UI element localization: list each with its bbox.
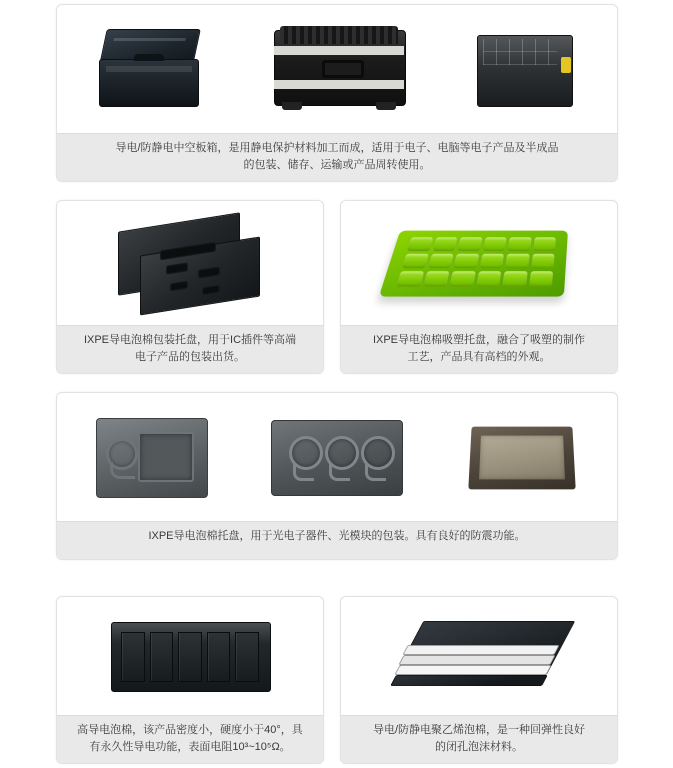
caption-line: 工艺，产品具有高档的外观。 (407, 351, 551, 364)
product-card-ixpe-foam-blister-tray[interactable] (340, 200, 618, 374)
product-caption (341, 325, 617, 374)
caption-line: 导电/防静电聚乙烯泡棉，是一种回弹性良好 (372, 724, 586, 736)
caption-line: 导电/防静电中空板箱，是用静电保护材料加工而成，适用于电子、电脑等电子产品及半成品 (115, 142, 559, 154)
image-ixpe-conductive-foam-tray-cavity (92, 412, 212, 504)
caption-line: IXPE导电泡棉包装托盘，用于IC插件等高端 (83, 334, 297, 346)
product-image-row (341, 201, 617, 325)
caption-line: 有永久性导电功能，表面电阻10³~10⁵Ω。 (89, 741, 291, 754)
caption-line: 电子产品的包装出货。 (135, 351, 245, 364)
product-caption (57, 133, 617, 182)
caption-line: 高导电泡棉，该产品密度小，硬度小于40°，具 (77, 724, 303, 736)
product-caption (57, 325, 323, 374)
product-image-row (57, 393, 617, 521)
image-conductive-antistatic-hollow-board-case (97, 27, 207, 113)
caption-line: 的包装、储存、运输或产品周转使用。 (243, 159, 431, 172)
product-image-row (57, 597, 323, 715)
image-conductive-antistatic-pe-foam-sheets (389, 611, 569, 703)
product-card-hollow-board-box[interactable] (56, 4, 618, 182)
product-image-row (341, 597, 617, 715)
product-caption (57, 521, 617, 559)
image-ixpe-conductive-foam-blister-tray (384, 216, 574, 312)
product-image-row (57, 5, 617, 133)
image-conductive-antistatic-divider-box (473, 27, 577, 113)
product-card-ixpe-optical-tray[interactable] (56, 392, 618, 560)
image-ixpe-conductive-foam-tray-round-cutouts (267, 412, 407, 504)
caption-line: IXPE导电泡棉托盘，用于光电子器件、光模块的包装。具有良好的防震功能。 (148, 530, 526, 542)
product-card-high-conductive-foam[interactable] (56, 596, 324, 764)
image-pulp-paper-tray (462, 412, 582, 504)
caption-line: 的闭孔泡沫材料。 (435, 741, 523, 754)
image-ixpe-conductive-foam-packaging-tray (110, 216, 270, 312)
product-image-row (57, 201, 323, 325)
caption-line: IXPE导电泡棉吸塑托盘，融合了吸塑的制作 (372, 334, 586, 346)
product-card-conductive-antistatic-pe-foam[interactable] (340, 596, 618, 764)
product-caption (57, 715, 323, 764)
image-high-conductive-foam-block (105, 614, 275, 700)
product-caption (341, 715, 617, 764)
image-conductive-antistatic-vented-crate (270, 24, 410, 116)
product-card-ixpe-foam-ic-tray[interactable] (56, 200, 324, 374)
